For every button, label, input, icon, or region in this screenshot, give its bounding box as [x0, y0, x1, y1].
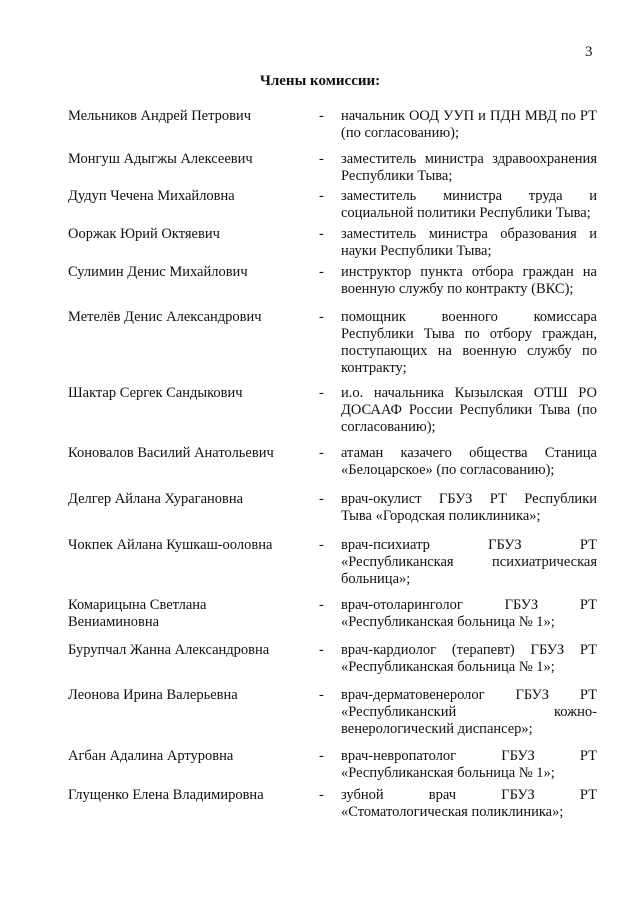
- member-position: [341, 226, 597, 260]
- member-name-line: Ооржак Юрий Октяевич: [68, 226, 220, 242]
- member-position-line: заместитель министра образования и: [341, 226, 597, 242]
- member-position-line: (по согласованию);: [341, 125, 460, 141]
- member-position: [341, 537, 597, 588]
- member-position-line: атаман казачего общества Станица: [341, 445, 597, 461]
- dash-separator: -: [319, 642, 324, 658]
- dash-separator: -: [319, 597, 324, 613]
- member-name: [68, 537, 308, 554]
- member-name-line: Метелёв Денис Александрович: [68, 309, 262, 325]
- member-position: [341, 264, 597, 298]
- dash-separator: -: [319, 687, 324, 703]
- section-title: Члены комиссии:: [259, 73, 381, 89]
- member-position-line: врач-кардиолог (терапевт) ГБУЗ РТ: [341, 642, 597, 658]
- dash-separator: -: [319, 385, 324, 401]
- member-position-line: ДОСААФ России Республики Тыва (по: [341, 402, 597, 418]
- member-position-line: социальной политики Республики Тыва;: [341, 205, 591, 221]
- member-position: [341, 188, 597, 222]
- member-name-line: Шактар Сергек Сандыкович: [68, 385, 243, 401]
- member-position-line: помощник военного комиссара: [341, 309, 597, 325]
- member-position-line: больница»;: [341, 571, 411, 587]
- member-position-line: врач-психиатр ГБУЗ РТ: [341, 537, 597, 553]
- member-position-line: врач-дерматовенеролог ГБУЗ РТ: [341, 687, 597, 703]
- member-name: [68, 188, 308, 205]
- dash-separator: -: [319, 787, 324, 803]
- member-position: [341, 491, 597, 525]
- member-name-line: Бурупчал Жанна Александровна: [68, 642, 270, 658]
- member-name-line: Делгер Айлана Хурагановна: [68, 491, 244, 507]
- member-name: [68, 491, 308, 508]
- dash-separator: -: [319, 108, 324, 124]
- member-position-line: «Стоматологическая поликлиника»;: [341, 804, 564, 820]
- dash-separator: -: [319, 537, 324, 553]
- member-position-line: контракту;: [341, 360, 407, 376]
- dash-separator: -: [319, 491, 324, 507]
- member-name: [68, 597, 308, 631]
- member-name: [68, 385, 308, 402]
- member-name-line: Глущенко Елена Владимировна: [68, 787, 264, 803]
- member-position-line: «Республиканская больница № 1»;: [341, 659, 555, 675]
- member-name-line: Монгуш Адыгжы Алексеевич: [68, 151, 253, 167]
- member-position: [341, 597, 597, 631]
- page-number: 3: [585, 44, 593, 60]
- member-name: [68, 748, 308, 765]
- member-position-line: инструктор пункта отбора граждан на: [341, 264, 597, 280]
- member-name: [68, 264, 308, 281]
- member-position: [341, 385, 597, 436]
- member-position-line: науки Республики Тыва;: [341, 243, 492, 259]
- member-name-line: Леонова Ирина Валерьевна: [68, 687, 238, 703]
- member-name-line: Коновалов Василий Анатольевич: [68, 445, 274, 461]
- member-name: [68, 108, 308, 125]
- member-position: [341, 787, 597, 821]
- member-position-line: зубной врач ГБУЗ РТ: [341, 787, 597, 803]
- member-position-line: Республики Тыва по отбору граждан,: [341, 326, 597, 342]
- member-position-line: поступающих на военную службу по: [341, 343, 597, 359]
- dash-separator: -: [319, 445, 324, 461]
- member-name: [68, 787, 308, 804]
- member-position-line: «Республиканская больница № 1»;: [341, 614, 555, 630]
- member-name-line: Мельников Андрей Петрович: [68, 108, 252, 124]
- member-position-line: согласованию);: [341, 419, 436, 435]
- member-position-line: заместитель министра здравоохранения: [341, 151, 597, 167]
- dash-separator: -: [319, 188, 324, 204]
- member-position-line: «Республиканская психиатрическая: [341, 554, 597, 570]
- member-name-line: Вениаминовна: [68, 614, 160, 630]
- dash-separator: -: [319, 264, 324, 280]
- dash-separator: -: [319, 151, 324, 167]
- member-name: [68, 642, 308, 659]
- member-name-line: Сулимин Денис Михайлович: [68, 264, 248, 280]
- member-name-line: Комарицына Светлана: [68, 597, 207, 613]
- member-position-line: Республики Тыва;: [341, 168, 453, 184]
- member-position-line: врач-отоларинголог ГБУЗ РТ: [341, 597, 597, 613]
- member-name-line: Чокпек Айлана Кушкаш-ооловна: [68, 537, 273, 553]
- member-name: [68, 226, 308, 243]
- member-position: [341, 687, 597, 738]
- member-position: [341, 309, 597, 377]
- dash-separator: -: [319, 226, 324, 242]
- member-name: [68, 309, 308, 326]
- member-position-line: врач-невропатолог ГБУЗ РТ: [341, 748, 597, 764]
- member-name-line: Дудуп Чечена Михайловна: [68, 188, 235, 204]
- member-name: [68, 445, 308, 462]
- member-name: [68, 151, 308, 168]
- member-position: [341, 151, 597, 185]
- member-position-line: Тыва «Городская поликлиника»;: [341, 508, 541, 524]
- member-position: [341, 642, 597, 676]
- member-position: [341, 445, 597, 479]
- member-position-line: венерологический диспансер»;: [341, 721, 533, 737]
- member-name: [68, 687, 308, 704]
- member-position-line: «Республиканский кожно-: [341, 704, 597, 720]
- member-position: [341, 748, 597, 782]
- dash-separator: -: [319, 748, 324, 764]
- member-position: [341, 108, 597, 142]
- member-position-line: военную службу по контракту (ВКС);: [341, 281, 574, 297]
- dash-separator: -: [319, 309, 324, 325]
- member-position-line: начальник ООД УУП и ПДН МВД по РТ: [341, 108, 597, 124]
- member-position-line: заместитель министра труда и: [341, 188, 597, 204]
- member-name-line: Агбан Адалина Артуровна: [68, 748, 234, 764]
- member-position-line: врач-окулист ГБУЗ РТ Республики: [341, 491, 597, 507]
- member-position-line: «Республиканская больница № 1»;: [341, 765, 555, 781]
- member-position-line: и.о. начальника Кызылская ОТШ РО: [341, 385, 597, 401]
- member-position-line: «Белоцарское» (по согласованию);: [341, 462, 555, 478]
